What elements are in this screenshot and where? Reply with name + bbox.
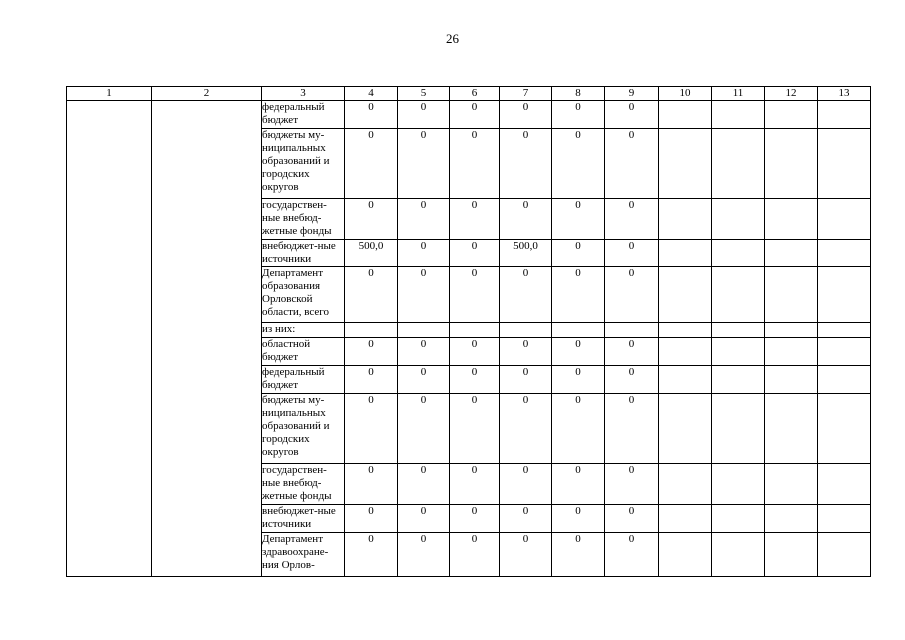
empty-cell bbox=[765, 338, 818, 366]
value-cell: 0 bbox=[345, 505, 398, 533]
value-cell: 0 bbox=[605, 394, 659, 464]
value-cell: 0 bbox=[450, 505, 500, 533]
empty-cell bbox=[765, 323, 818, 338]
value-cell: 0 bbox=[552, 533, 605, 577]
value-cell: 0 bbox=[552, 464, 605, 505]
budget-table bbox=[66, 86, 871, 577]
value-cell bbox=[500, 323, 552, 338]
empty-cell bbox=[712, 240, 765, 267]
empty-cell bbox=[818, 464, 871, 505]
empty-cell bbox=[712, 394, 765, 464]
empty-cell bbox=[765, 129, 818, 199]
value-cell: 0 bbox=[345, 101, 398, 129]
value-cell: 0 bbox=[605, 199, 659, 240]
value-cell: 0 bbox=[450, 267, 500, 323]
empty-cell bbox=[818, 101, 871, 129]
value-cell: 0 bbox=[398, 505, 450, 533]
empty-cell bbox=[765, 240, 818, 267]
empty-cell bbox=[818, 240, 871, 267]
empty-cell bbox=[659, 101, 712, 129]
column-header: 11 bbox=[712, 87, 765, 101]
value-cell: 0 bbox=[398, 464, 450, 505]
value-cell: 0 bbox=[605, 533, 659, 577]
value-cell: 0 bbox=[450, 129, 500, 199]
row-label: государствен-ные внебюд-жетные фонды bbox=[262, 199, 345, 240]
empty-cell bbox=[659, 505, 712, 533]
empty-cell bbox=[659, 338, 712, 366]
value-cell: 0 bbox=[450, 101, 500, 129]
column-header: 4 bbox=[345, 87, 398, 101]
empty-cell bbox=[712, 199, 765, 240]
empty-cell bbox=[712, 101, 765, 129]
value-cell: 0 bbox=[345, 338, 398, 366]
column-header: 9 bbox=[605, 87, 659, 101]
value-cell: 0 bbox=[398, 199, 450, 240]
value-cell: 0 bbox=[552, 129, 605, 199]
value-cell: 0 bbox=[605, 267, 659, 323]
value-cell: 0 bbox=[552, 505, 605, 533]
value-cell: 0 bbox=[605, 464, 659, 505]
column-header: 8 bbox=[552, 87, 605, 101]
value-cell: 0 bbox=[450, 240, 500, 267]
empty-cell bbox=[659, 366, 712, 394]
value-cell bbox=[450, 323, 500, 338]
empty-cell bbox=[818, 338, 871, 366]
empty-cell bbox=[765, 464, 818, 505]
value-cell: 0 bbox=[500, 267, 552, 323]
empty-cell bbox=[712, 366, 765, 394]
value-cell: 0 bbox=[500, 199, 552, 240]
row-label: внебюджет-ные источники bbox=[262, 505, 345, 533]
column-header: 3 bbox=[262, 87, 345, 101]
header-row bbox=[67, 87, 871, 101]
value-cell: 0 bbox=[398, 338, 450, 366]
empty-cell bbox=[712, 505, 765, 533]
value-cell: 0 bbox=[345, 366, 398, 394]
value-cell: 0 bbox=[500, 366, 552, 394]
column-header: 12 bbox=[765, 87, 818, 101]
empty-cell bbox=[818, 267, 871, 323]
value-cell: 0 bbox=[605, 129, 659, 199]
row-label: федеральный бюджет bbox=[262, 101, 345, 129]
value-cell: 0 bbox=[605, 505, 659, 533]
value-cell: 0 bbox=[450, 199, 500, 240]
empty-cell bbox=[765, 394, 818, 464]
value-cell: 0 bbox=[500, 338, 552, 366]
empty-cell bbox=[818, 129, 871, 199]
value-cell: 0 bbox=[450, 366, 500, 394]
value-cell: 0 bbox=[500, 101, 552, 129]
empty-cell bbox=[765, 199, 818, 240]
empty-cell bbox=[659, 323, 712, 338]
value-cell bbox=[605, 323, 659, 338]
empty-cell bbox=[818, 505, 871, 533]
value-cell: 0 bbox=[552, 338, 605, 366]
empty-cell bbox=[818, 394, 871, 464]
value-cell: 0 bbox=[500, 505, 552, 533]
value-cell bbox=[398, 323, 450, 338]
value-cell: 0 bbox=[398, 366, 450, 394]
column-header: 7 bbox=[500, 87, 552, 101]
row-label: государствен-ные внебюд-жетные фонды bbox=[262, 464, 345, 505]
value-cell: 0 bbox=[552, 267, 605, 323]
value-cell: 0 bbox=[345, 199, 398, 240]
empty-cell bbox=[659, 129, 712, 199]
column-header: 10 bbox=[659, 87, 712, 101]
column-header: 13 bbox=[818, 87, 871, 101]
page-number: 26 bbox=[446, 31, 459, 46]
empty-cell bbox=[818, 533, 871, 577]
row-label: федеральный бюджет bbox=[262, 366, 345, 394]
value-cell: 0 bbox=[398, 267, 450, 323]
empty-cell bbox=[712, 129, 765, 199]
column-2-cell bbox=[152, 101, 262, 577]
value-cell: 0 bbox=[552, 101, 605, 129]
value-cell bbox=[552, 323, 605, 338]
empty-cell bbox=[659, 267, 712, 323]
empty-cell bbox=[712, 338, 765, 366]
value-cell: 0 bbox=[500, 394, 552, 464]
value-cell: 0 bbox=[552, 366, 605, 394]
column-header: 2 bbox=[152, 87, 262, 101]
value-cell: 0 bbox=[398, 394, 450, 464]
value-cell: 0 bbox=[552, 394, 605, 464]
value-cell: 0 bbox=[398, 101, 450, 129]
value-cell: 0 bbox=[345, 533, 398, 577]
value-cell: 0 bbox=[605, 240, 659, 267]
value-cell: 0 bbox=[398, 240, 450, 267]
empty-cell bbox=[765, 505, 818, 533]
column-header: 1 bbox=[67, 87, 152, 101]
value-cell: 0 bbox=[345, 129, 398, 199]
row-label: бюджеты му-ниципальных образований и городских округов bbox=[262, 394, 345, 464]
row-label: Департамент образования Орловской области, всего bbox=[262, 267, 345, 323]
row-label: бюджеты му-ниципальных образований и городских округов bbox=[262, 129, 345, 199]
value-cell: 0 bbox=[450, 394, 500, 464]
row-label: Департамент здравоохране-ния Орлов- bbox=[262, 533, 345, 577]
empty-cell bbox=[712, 323, 765, 338]
value-cell: 0 bbox=[345, 267, 398, 323]
empty-cell bbox=[818, 366, 871, 394]
value-cell: 0 bbox=[345, 464, 398, 505]
value-cell: 0 bbox=[552, 240, 605, 267]
empty-cell bbox=[659, 199, 712, 240]
value-cell: 0 bbox=[450, 533, 500, 577]
empty-cell bbox=[712, 267, 765, 323]
empty-cell bbox=[712, 533, 765, 577]
empty-cell bbox=[818, 323, 871, 338]
empty-cell bbox=[659, 464, 712, 505]
value-cell: 0 bbox=[500, 533, 552, 577]
value-cell: 0 bbox=[552, 199, 605, 240]
empty-cell bbox=[712, 464, 765, 505]
empty-cell bbox=[765, 533, 818, 577]
empty-cell bbox=[765, 366, 818, 394]
value-cell: 0 bbox=[605, 338, 659, 366]
row-label: областной бюджет bbox=[262, 338, 345, 366]
column-header: 5 bbox=[398, 87, 450, 101]
row-label: из них: bbox=[262, 323, 345, 338]
empty-cell bbox=[659, 394, 712, 464]
value-cell: 500,0 bbox=[500, 240, 552, 267]
column-1-cell bbox=[67, 101, 152, 577]
table-row bbox=[67, 101, 871, 129]
value-cell: 0 bbox=[345, 394, 398, 464]
value-cell: 0 bbox=[605, 101, 659, 129]
empty-cell bbox=[765, 101, 818, 129]
value-cell: 0 bbox=[450, 464, 500, 505]
value-cell bbox=[345, 323, 398, 338]
value-cell: 500,0 bbox=[345, 240, 398, 267]
column-header: 6 bbox=[450, 87, 500, 101]
value-cell: 0 bbox=[605, 366, 659, 394]
value-cell: 0 bbox=[398, 129, 450, 199]
row-label: внебюджет-ные источники bbox=[262, 240, 345, 267]
empty-cell bbox=[818, 199, 871, 240]
empty-cell bbox=[659, 240, 712, 267]
value-cell: 0 bbox=[450, 338, 500, 366]
value-cell: 0 bbox=[398, 533, 450, 577]
table-body bbox=[67, 101, 871, 577]
value-cell: 0 bbox=[500, 129, 552, 199]
empty-cell bbox=[765, 267, 818, 323]
value-cell: 0 bbox=[500, 464, 552, 505]
empty-cell bbox=[659, 533, 712, 577]
